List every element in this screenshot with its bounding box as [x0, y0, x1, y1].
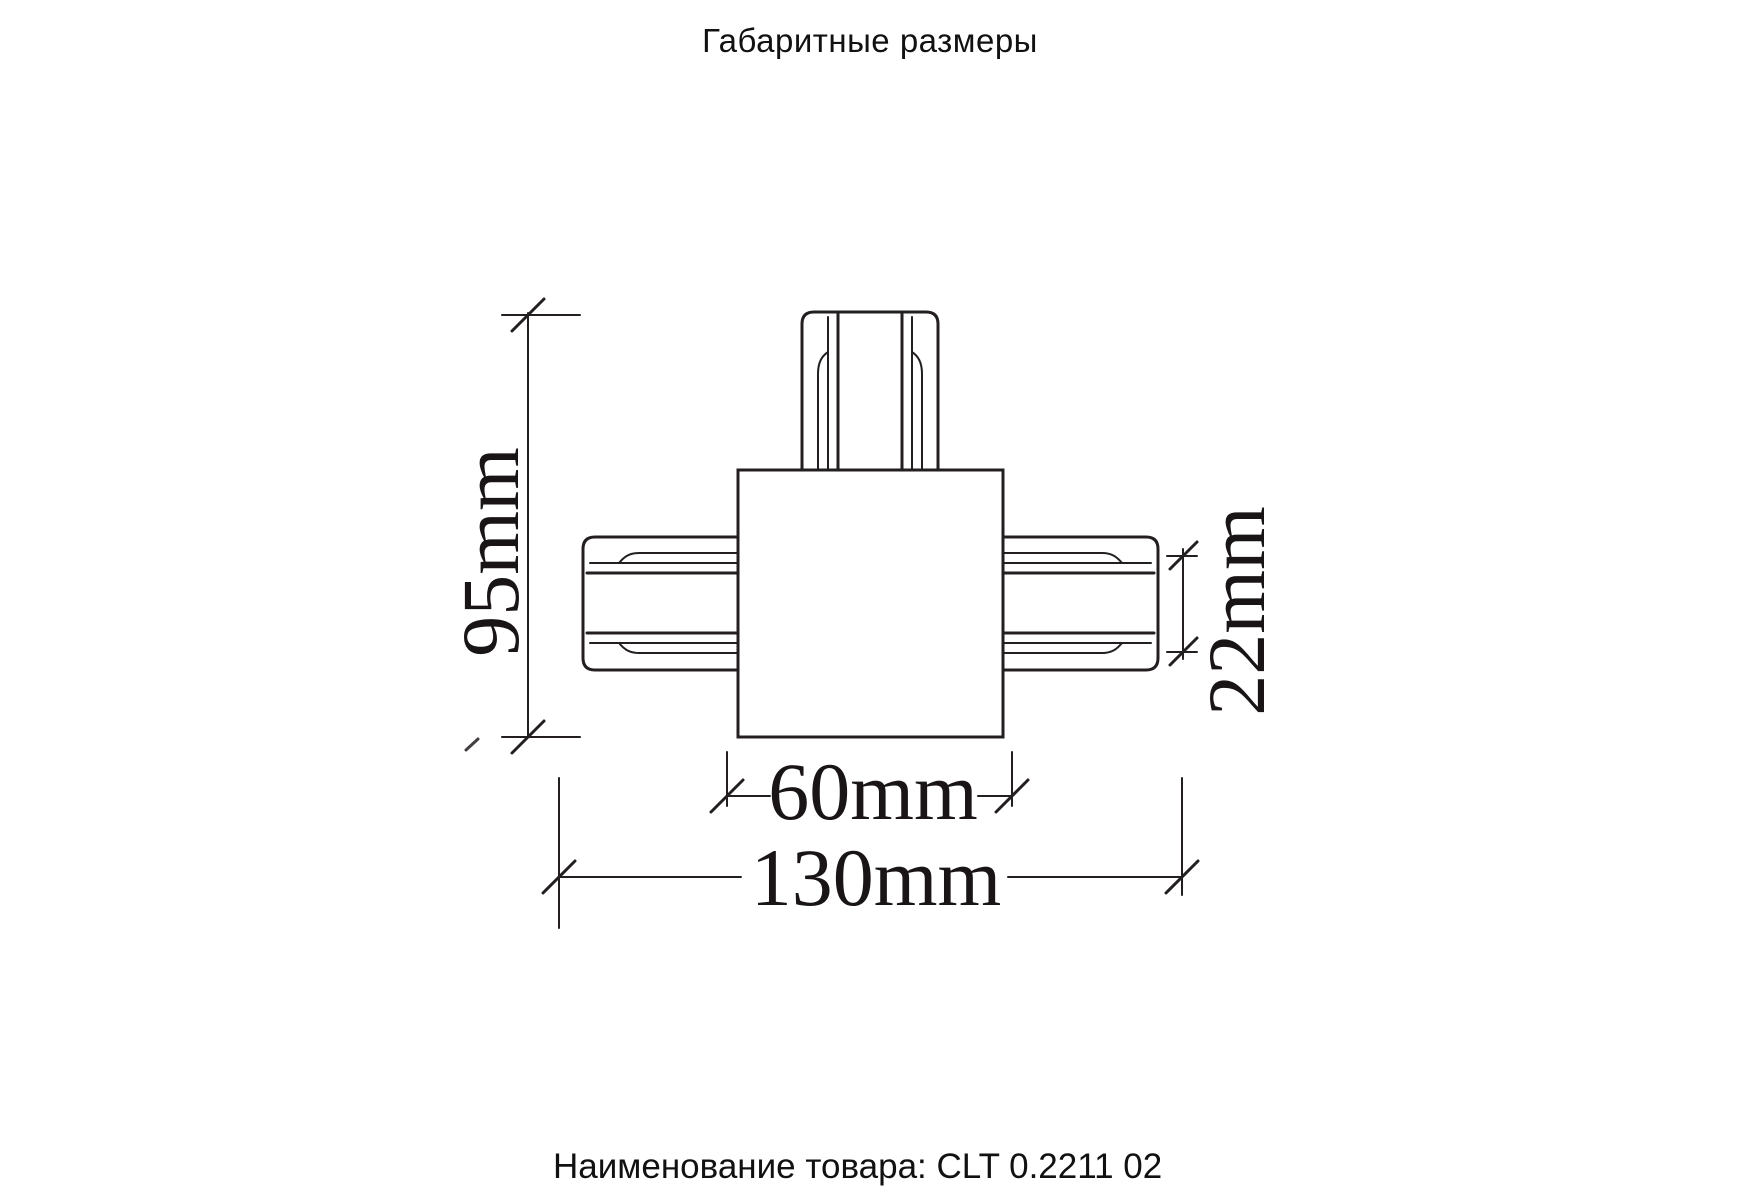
- connector-outline: [583, 312, 1158, 737]
- connector-body: [738, 470, 1003, 737]
- stray-mark: [466, 739, 478, 750]
- dimension-label-95mm: 95mm: [445, 447, 536, 657]
- connector-right-prong: [1003, 537, 1158, 670]
- connector-top-prong: [802, 312, 938, 470]
- dimension-label-130mm: 130mm: [750, 832, 1002, 923]
- product-name-label: Наименование товара: CLT 0.2211 02: [553, 1147, 1163, 1186]
- connector-left-prong: [583, 537, 738, 670]
- page-title: Габаритные размеры: [702, 22, 1038, 59]
- dimension-label-22mm: 22mm: [1191, 506, 1282, 716]
- dimension-label-60mm: 60mm: [768, 746, 978, 837]
